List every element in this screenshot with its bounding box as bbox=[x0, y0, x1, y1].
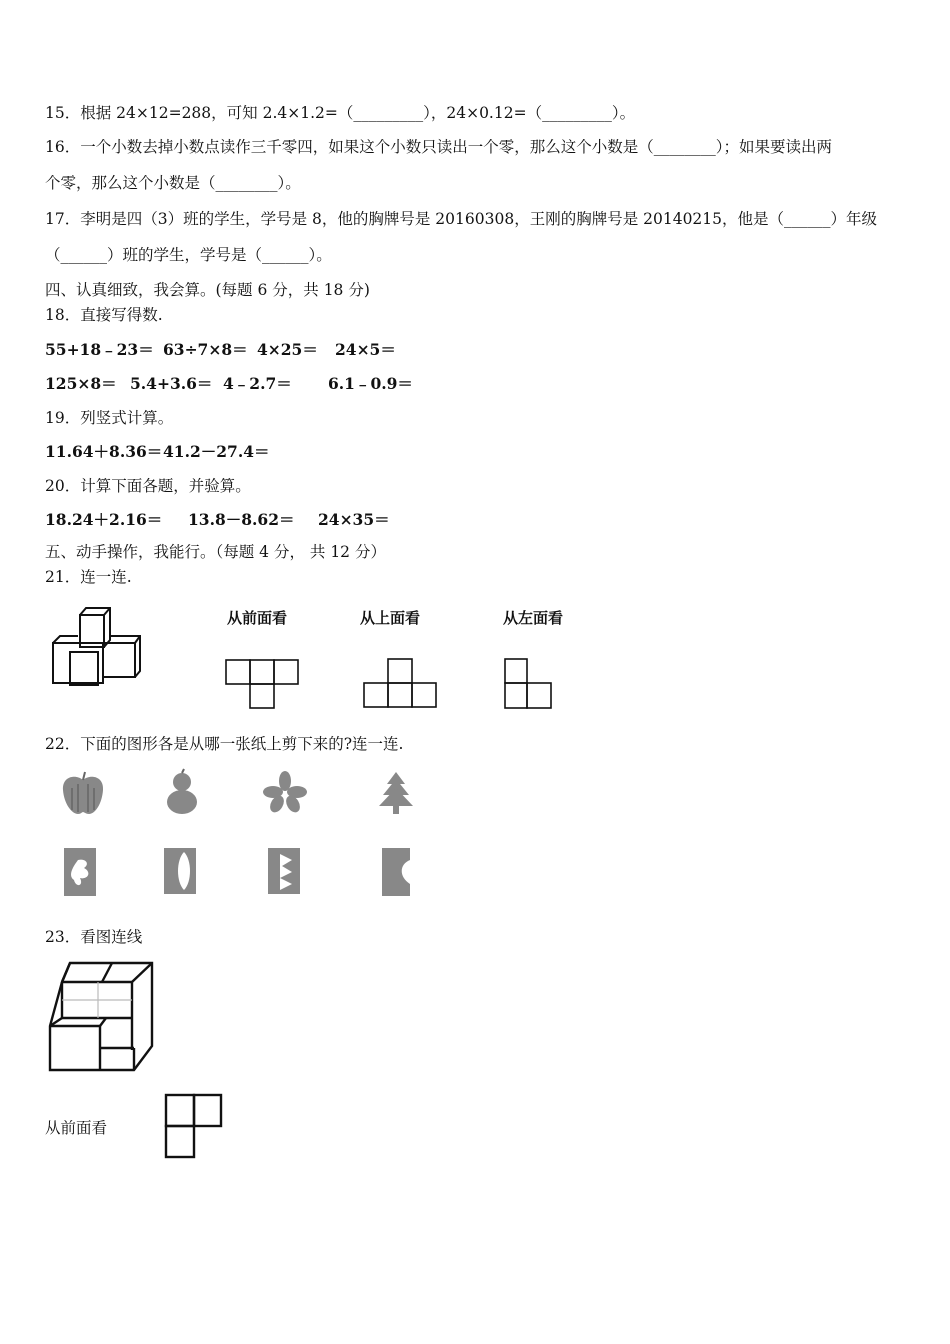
tree-shape-icon bbox=[376, 770, 416, 816]
paper-piece-b-icon bbox=[162, 846, 198, 896]
q18-item: 4×25＝ bbox=[257, 340, 318, 359]
view-left-label: 从左面看 bbox=[503, 609, 564, 627]
apple-shape-icon bbox=[58, 770, 108, 818]
q18-item: 6.1﹣0.9＝ bbox=[328, 374, 413, 393]
q18-item: 63÷7×8＝ bbox=[163, 340, 248, 359]
q20-item: 24×35＝ bbox=[318, 510, 390, 529]
section-4-heading: 四、认真细致，我会算。(每题 6 分，共 18 分) bbox=[45, 281, 370, 299]
question-16-line-1: 16．一个小数去掉小数点读作三千零四，如果这个小数只读出一个零，那么这个小数是（________）；如果要读出两 bbox=[45, 138, 832, 156]
question-20-title: 20．计算下面各题，并验算。 bbox=[45, 477, 251, 495]
question-18-title: 18．直接写得数. bbox=[45, 306, 163, 324]
q19-item: 41.2－27.4＝ bbox=[163, 442, 270, 461]
paper-piece-a-icon bbox=[62, 846, 98, 898]
gourd-shape-icon bbox=[160, 768, 204, 818]
q19-item: 11.64＋8.36＝ bbox=[45, 442, 163, 461]
cube-solid-figure bbox=[46, 960, 156, 1075]
paper-piece-d-icon bbox=[380, 846, 412, 898]
question-22-title: 22．下面的图形各是从哪一张纸上剪下来的?连一连. bbox=[45, 735, 404, 753]
q20-item: 13.8－8.62＝ bbox=[188, 510, 295, 529]
view-top-label: 从上面看 bbox=[360, 609, 421, 627]
question-16-line-2: 个零，那么这个小数是（________）。 bbox=[45, 174, 301, 192]
q18-item: 5.4+3.6＝ bbox=[130, 374, 213, 393]
question-17-line-2: （______）班的学生，学号是（______）。 bbox=[45, 246, 332, 264]
q20-item: 18.24＋2.16＝ bbox=[45, 510, 163, 529]
view-option-c bbox=[502, 656, 556, 712]
q18-item: 4﹣2.7＝ bbox=[223, 374, 292, 393]
front-view-option bbox=[163, 1092, 225, 1160]
view-option-a bbox=[224, 656, 302, 712]
question-21-title: 21．连一连. bbox=[45, 568, 132, 586]
cube-stack-figure bbox=[48, 603, 150, 687]
question-17-line-1: 17．李明是四（3）班的学生，学号是 8，他的胸牌号是 20160308，王刚的胸牌号是 20140215，他是（______）年级 bbox=[45, 210, 878, 228]
paper-piece-c-icon bbox=[266, 846, 302, 896]
front-view-label: 从前面看 bbox=[45, 1119, 108, 1137]
q18-item: 55+18﹣23＝ bbox=[45, 340, 154, 359]
section-5-heading: 五、动手操作，我能行。（每题 4 分， 共 12 分） bbox=[45, 543, 386, 561]
view-option-b bbox=[362, 656, 440, 712]
q18-item: 24×5＝ bbox=[335, 340, 396, 359]
q18-item: 125×8＝ bbox=[45, 374, 117, 393]
question-23-title: 23．看图连线 bbox=[45, 928, 143, 946]
question-15: 15．根据 24×12=288，可知 2.4×1.2=（_________），24×0.12=（_________）。 bbox=[45, 104, 636, 122]
question-19-title: 19．列竖式计算。 bbox=[45, 409, 174, 427]
view-front-label: 从前面看 bbox=[227, 609, 288, 627]
flower-shape-icon bbox=[262, 770, 308, 814]
